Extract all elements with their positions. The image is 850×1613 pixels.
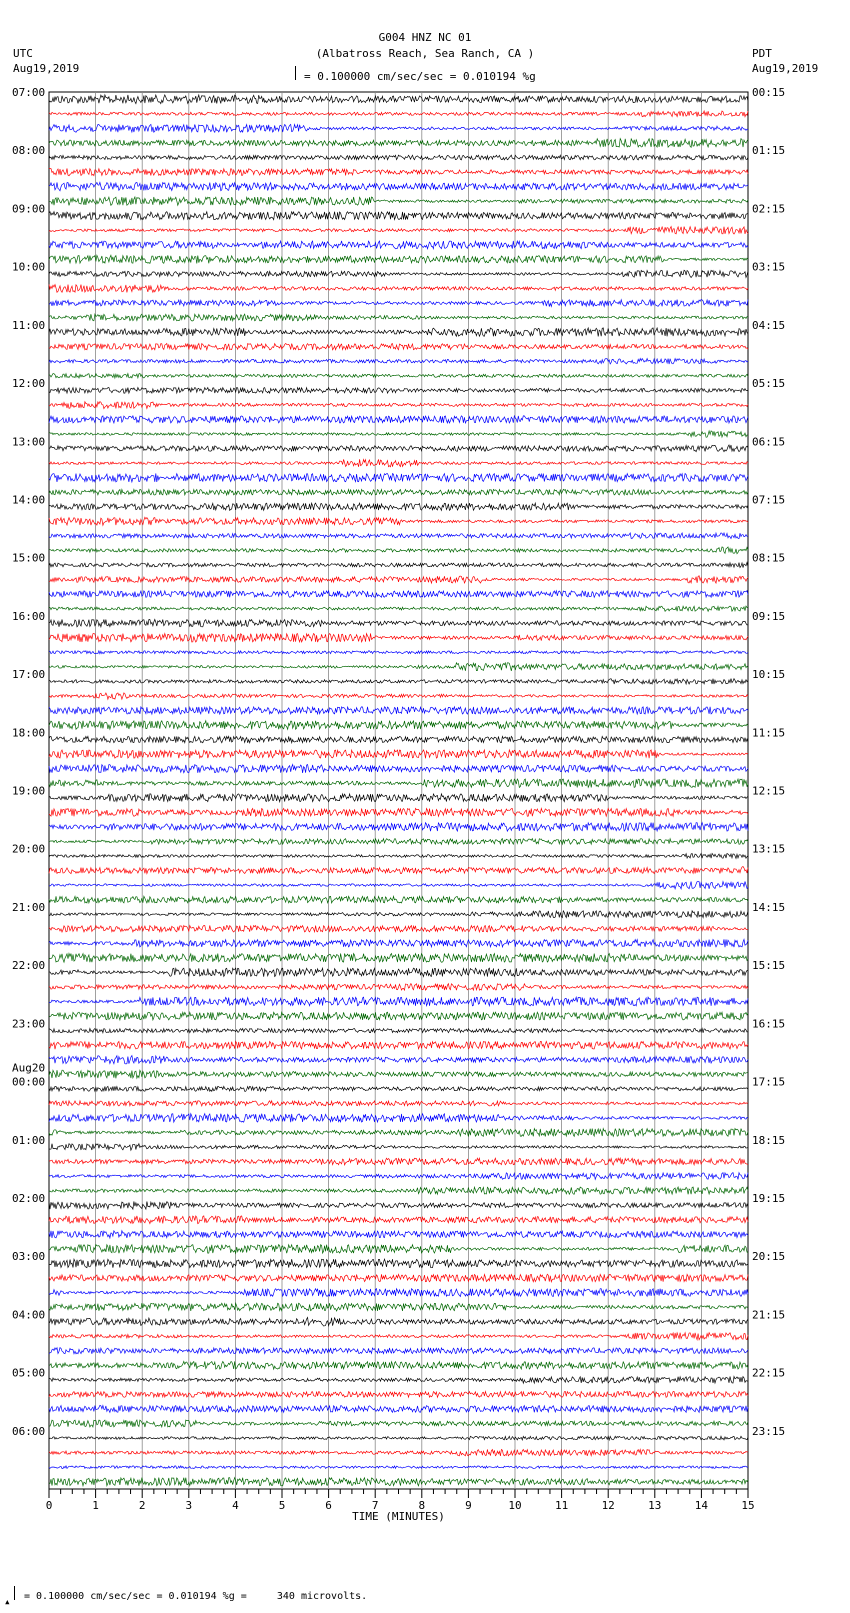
local-hour-label: 04:15 (752, 318, 786, 332)
seismic-trace (49, 328, 748, 337)
seismic-trace (49, 95, 748, 104)
local-hour-label: 22:15 (752, 1366, 786, 1380)
seismic-trace (49, 139, 748, 148)
seismic-trace (49, 416, 748, 423)
seismic-trace (49, 1259, 748, 1268)
seismic-trace (49, 576, 748, 583)
utc-hour-label: 12:00 (12, 377, 46, 391)
x-tick-label: 12 (601, 1499, 615, 1512)
utc-hour-label: 07:00 (12, 86, 46, 99)
seismic-trace (49, 750, 748, 758)
utc-hour-label: 23:00 (12, 1017, 46, 1031)
seismic-trace (49, 1012, 748, 1020)
seismic-trace (49, 445, 748, 452)
seismic-trace (49, 431, 748, 437)
x-tick-label: 14 (694, 1499, 709, 1512)
utc-hour-label: 04:00 (12, 1308, 46, 1322)
local-hour-label: 13:15 (752, 842, 786, 856)
seismic-trace (49, 693, 748, 699)
seismic-trace (49, 882, 748, 889)
seismic-trace (49, 1114, 748, 1123)
date-change-label: Aug20 (12, 1061, 46, 1075)
utc-hour-label: 02:00 (12, 1191, 46, 1205)
local-hour-label: 23:15 (752, 1424, 786, 1438)
station-location: (Albatross Reach, Sea Ranch, CA ) (315, 47, 535, 60)
seismic-trace (49, 182, 748, 190)
seismic-trace (49, 1173, 748, 1180)
seismic-trace (49, 388, 748, 394)
x-tick-label: 5 (278, 1499, 286, 1512)
utc-hour-label: 00:00 (12, 1075, 46, 1089)
seismic-trace (49, 808, 748, 816)
left-date: Aug19,2019 (13, 62, 80, 75)
seismic-trace (49, 300, 748, 307)
seismic-trace (49, 547, 748, 554)
seismic-trace (49, 124, 748, 132)
seismic-trace (49, 489, 748, 495)
local-hour-label: 20:15 (752, 1250, 786, 1264)
seismic-trace (49, 1129, 748, 1137)
utc-hour-label: 15:00 (12, 551, 46, 565)
seismic-trace (49, 533, 748, 539)
seismic-trace (49, 839, 748, 845)
x-tick-label: 0 (45, 1499, 53, 1512)
x-tick-label: 6 (325, 1499, 332, 1512)
utc-hour-label: 19:00 (12, 784, 46, 798)
x-tick-label: 1 (92, 1499, 99, 1512)
scale-text: = 0.100000 cm/sec/sec = 0.010194 %g (304, 70, 536, 83)
utc-hour-label: 01:00 (12, 1133, 46, 1147)
local-hour-label: 10:15 (752, 668, 786, 682)
utc-hour-label: 10:00 (12, 260, 46, 274)
local-hour-label: 01:15 (752, 144, 786, 158)
seismic-trace (49, 1420, 748, 1427)
utc-hour-label: 05:00 (12, 1366, 46, 1380)
local-hour-label: 16:15 (752, 1017, 786, 1031)
local-hour-label: 19:15 (752, 1191, 786, 1205)
x-tick-label: 15 (741, 1499, 755, 1512)
seismic-trace (49, 1086, 748, 1091)
seismic-trace (49, 606, 748, 611)
seismic-trace (49, 374, 748, 379)
local-hour-label: 21:15 (752, 1308, 786, 1322)
utc-hour-label: 13:00 (12, 435, 46, 449)
seismic-trace (49, 473, 748, 482)
local-hour-label: 17:15 (752, 1075, 786, 1089)
seismic-trace (49, 663, 748, 671)
seismic-trace (49, 794, 748, 802)
seismic-trace (49, 314, 748, 321)
seismic-trace (49, 1158, 748, 1165)
utc-hour-label: 11:00 (12, 318, 46, 332)
utc-hour-label: 09:00 (12, 202, 46, 216)
seismic-trace (49, 896, 748, 903)
x-tick-label: 4 (232, 1499, 239, 1512)
seismic-trace (49, 1216, 748, 1224)
footer-scale-text: = 0.100000 cm/sec/sec = 0.010194 %g = 340 microvolts. (24, 1591, 368, 1602)
x-tick-label: 11 (554, 1499, 569, 1512)
footer-scale-bar-icon: ▴ (4, 1595, 11, 1608)
right-date: Aug19,2019 (752, 62, 819, 75)
seismic-trace (49, 968, 748, 977)
seismic-trace (49, 633, 748, 642)
seismic-trace (49, 227, 748, 234)
seismic-trace (49, 402, 748, 409)
utc-hour-label: 17:00 (12, 668, 46, 682)
station-title: G004 HNZ NC 01 (378, 31, 472, 44)
utc-hour-label: 06:00 (12, 1424, 46, 1438)
local-hour-label: 09:15 (752, 609, 786, 623)
seismic-trace (49, 911, 748, 918)
seismic-trace (49, 1187, 748, 1194)
seismic-trace (49, 241, 748, 249)
local-hour-label: 07:15 (752, 493, 786, 507)
seismic-trace (49, 590, 748, 597)
seismic-trace (49, 984, 748, 991)
seismic-trace (49, 823, 748, 832)
x-tick-label: 2 (138, 1499, 146, 1512)
seismic-trace (49, 459, 748, 467)
seismic-trace (49, 270, 748, 277)
seismic-trace (49, 939, 748, 947)
seismic-trace (49, 359, 748, 365)
left-timezone: UTC (13, 47, 33, 60)
seismic-trace (49, 1144, 748, 1151)
seismic-trace (49, 1274, 748, 1282)
seismic-trace (49, 1361, 748, 1369)
seismic-trace (49, 1056, 748, 1064)
seismic-trace (49, 1070, 748, 1078)
seismic-trace (49, 155, 748, 160)
seismic-trace (49, 651, 748, 654)
right-timezone: PDT (752, 47, 772, 60)
seismic-trace (49, 212, 748, 220)
seismic-trace (49, 255, 748, 263)
x-tick-label: 13 (648, 1499, 662, 1512)
local-hour-label: 00:15 (752, 86, 786, 99)
seismic-trace (49, 765, 748, 773)
seismic-trace (49, 1231, 748, 1238)
seismic-trace (49, 517, 748, 525)
local-hour-label: 15:15 (752, 959, 786, 973)
seismic-trace (49, 344, 748, 350)
seismic-trace (49, 1466, 748, 1469)
footer-scale-line-icon (14, 1586, 17, 1600)
seismic-trace (49, 721, 748, 730)
seismic-trace (49, 619, 748, 626)
seismic-trace (49, 1317, 748, 1326)
seismic-trace (49, 563, 748, 568)
seismic-trace (49, 1436, 748, 1440)
seismic-trace (49, 284, 748, 292)
seismic-trace (49, 1101, 748, 1106)
utc-hour-label: 16:00 (12, 609, 46, 623)
seismic-trace (49, 1348, 748, 1354)
utc-hour-label: 18:00 (12, 726, 46, 740)
utc-hour-label: 20:00 (12, 842, 46, 856)
seismic-trace (49, 1333, 748, 1340)
seismic-trace (49, 1029, 748, 1033)
seismic-trace (49, 679, 748, 684)
seismic-trace (49, 997, 748, 1006)
utc-hour-label: 14:00 (12, 493, 46, 507)
x-tick-label: 7 (371, 1499, 379, 1512)
x-tick-label: 9 (465, 1499, 472, 1512)
seismic-trace (49, 779, 748, 787)
local-hour-label: 18:15 (752, 1133, 786, 1147)
utc-hour-label: 03:00 (12, 1250, 46, 1264)
local-hour-label: 12:15 (752, 784, 786, 798)
local-hour-label: 02:15 (752, 202, 786, 216)
seismic-trace (49, 1041, 748, 1049)
utc-hour-label: 21:00 (12, 900, 46, 914)
x-tick-label: 8 (418, 1499, 426, 1512)
scale-bar-icon (295, 66, 298, 80)
local-hour-label: 14:15 (752, 900, 786, 914)
seismic-trace (49, 1245, 748, 1254)
local-hour-label: 11:15 (752, 726, 786, 740)
local-hour-label: 08:15 (752, 551, 786, 565)
seismic-trace (49, 168, 748, 175)
seismic-trace (49, 111, 748, 117)
seismic-trace (49, 1391, 748, 1397)
seismic-trace (49, 736, 748, 742)
x-tick-label: 3 (185, 1499, 193, 1512)
seismic-trace (49, 1201, 748, 1209)
seismic-trace (49, 1405, 748, 1412)
local-hour-label: 03:15 (752, 260, 786, 274)
local-hour-label: 05:15 (752, 377, 786, 391)
seismic-trace (49, 926, 748, 933)
seismic-trace (49, 1449, 748, 1456)
seismic-trace (49, 867, 748, 874)
seismic-trace (49, 1289, 748, 1297)
seismic-trace (49, 1478, 748, 1486)
x-tick-label: 10 (508, 1499, 522, 1512)
seismic-trace (49, 707, 748, 714)
utc-hour-label: 08:00 (12, 144, 46, 158)
seismic-trace (49, 954, 748, 963)
seismic-trace (49, 503, 748, 510)
seismic-trace (49, 854, 748, 859)
utc-hour-label: 22:00 (12, 959, 46, 973)
local-hour-label: 06:15 (752, 435, 786, 449)
seismic-trace (49, 1303, 748, 1311)
seismic-trace (49, 1377, 748, 1384)
x-axis-label: TIME (MINUTES) (352, 1510, 445, 1523)
seismic-trace (49, 197, 748, 205)
